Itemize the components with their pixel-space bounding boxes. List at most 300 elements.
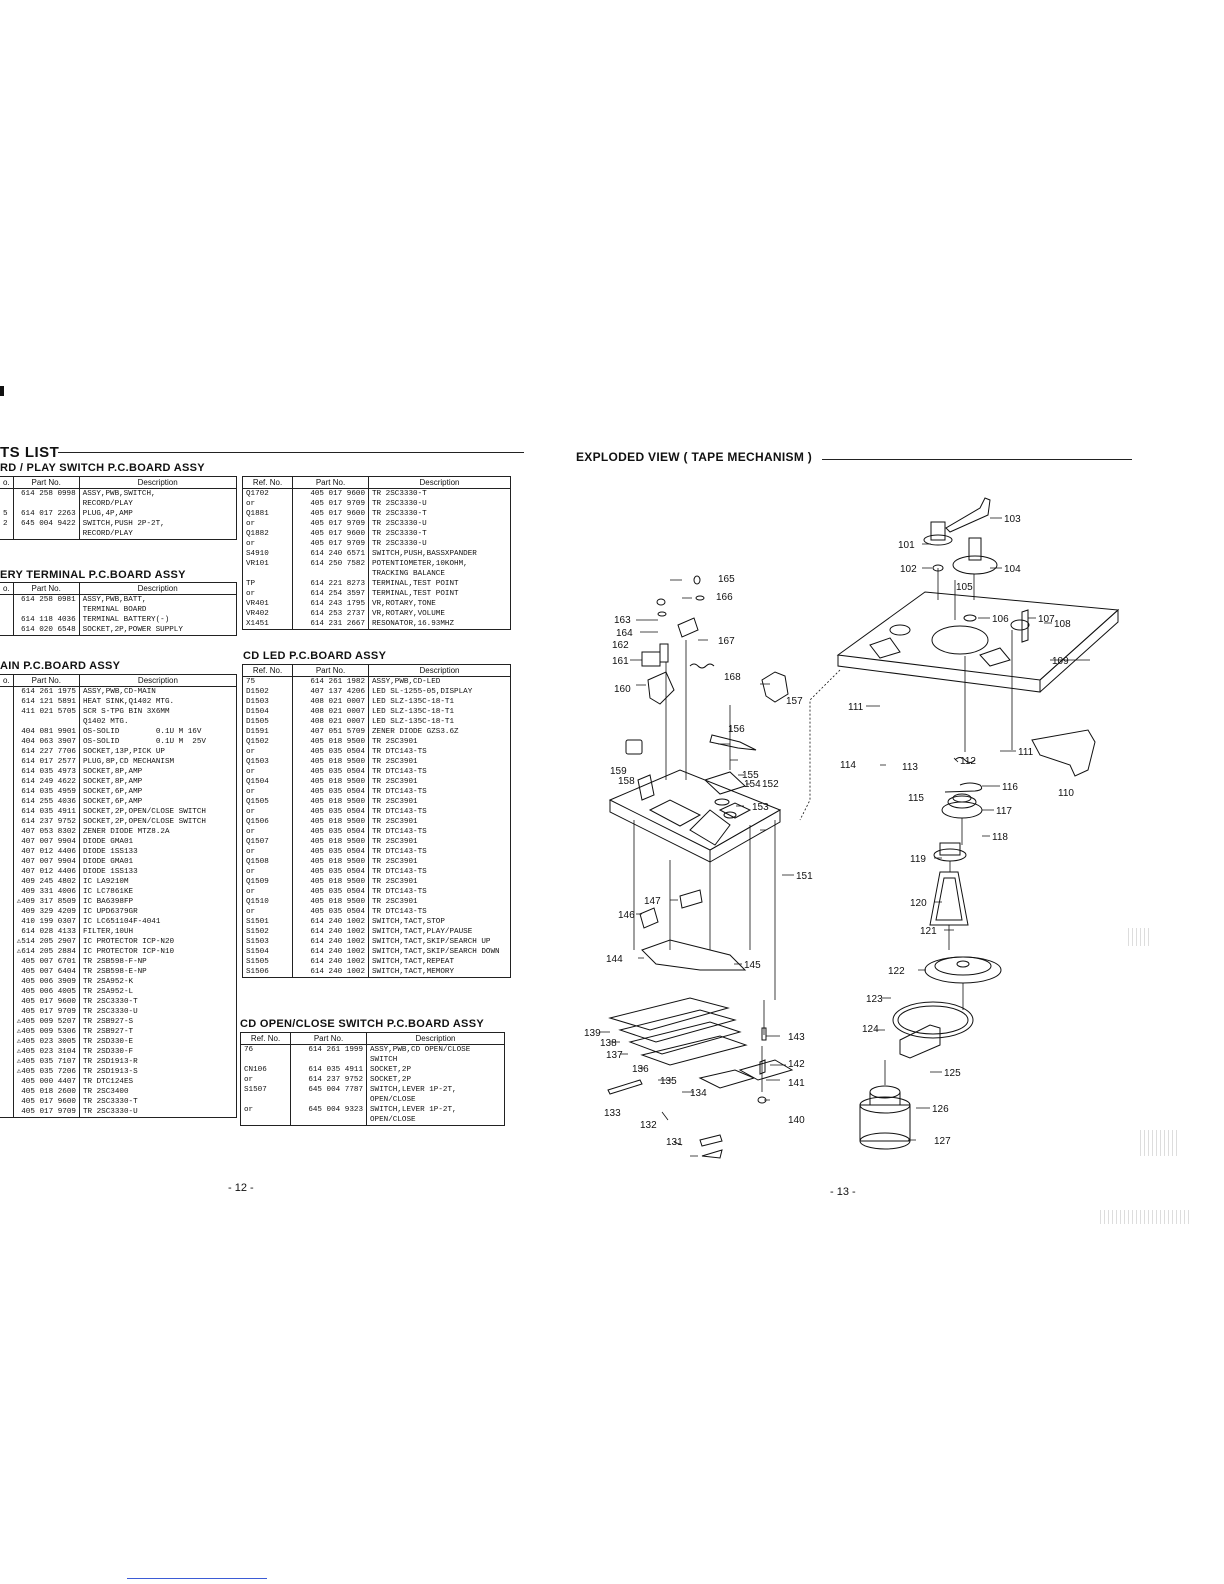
table-row: [0, 937, 236, 947]
chassis-hole: [932, 626, 988, 654]
part-no-cell: 405 035 0504: [293, 847, 369, 857]
belt-123: [893, 1002, 973, 1038]
description-cell: VR,ROTARY,TONE: [369, 599, 511, 609]
part-no-cell: 405 035 0504: [293, 867, 369, 877]
description-cell: ZENER DIODE MTZ8.2A: [79, 827, 236, 837]
description-cell: SCR S-TPG BIN 3X6MM Q1402 MTG.: [79, 707, 236, 727]
table-row: [0, 877, 236, 887]
part-no-cell: 407 053 8302: [13, 827, 79, 837]
column-header: Description: [79, 675, 236, 687]
part-no-cell: 614 240 6571: [293, 549, 369, 559]
table-row: [0, 1037, 236, 1047]
part-no-cell: 614 240 1002: [293, 917, 369, 927]
description-cell: TR 2SC3330-T: [79, 997, 236, 1007]
table-row: [0, 777, 236, 787]
ref-no-cell: Q1503: [243, 757, 293, 767]
part-callout-label: 143: [788, 1032, 805, 1043]
table-row: [0, 767, 236, 777]
part-no-cell: 405 035 0504: [293, 807, 369, 817]
table-row: [241, 1105, 505, 1125]
part-no-cell: 614 017 2263: [13, 509, 79, 519]
ref-no-cell: D1505: [243, 717, 293, 727]
part-no-cell: 407 012 4406: [13, 847, 79, 857]
part-no-cell: 405 018 9500: [293, 897, 369, 907]
description-cell: TR 2SB598-E-NP: [79, 967, 236, 977]
description-cell: PLUG,4P,AMP: [79, 509, 236, 519]
description-cell: SOCKET,13P,PICK UP: [79, 747, 236, 757]
table-row: [0, 595, 236, 616]
part-no-cell: 614 017 2577: [13, 757, 79, 767]
table-row: [243, 787, 511, 797]
table-row: [0, 1067, 236, 1077]
ref-no-cell: S1502: [243, 927, 293, 937]
ref-no-cell: Q1506: [243, 817, 293, 827]
description-cell: TR 2SC3330-T: [369, 509, 511, 519]
table-row: [0, 917, 236, 927]
table-row: [0, 967, 236, 977]
table-row: [0, 987, 236, 997]
column-header: Ref. No.: [241, 1033, 291, 1045]
description-cell: [369, 977, 511, 978]
description-cell: SOCKET,2P: [367, 1075, 505, 1085]
column-header: Part No.: [293, 477, 369, 489]
part-callout-label: 163: [614, 615, 631, 626]
ref-no-cell: [0, 1057, 13, 1067]
description-cell: DIODE GMA01: [79, 857, 236, 867]
table-row: [0, 1097, 236, 1107]
part-no-cell: [293, 977, 369, 978]
part-no-cell: 405 018 9500: [293, 837, 369, 847]
section-title-cd-led: CD LED P.C.BOARD ASSY: [243, 650, 387, 662]
description-cell: IC PROTECTOR ICP-N10: [79, 947, 236, 957]
description-cell: TR DTC143-TS: [369, 847, 511, 857]
part-no-cell: 407 007 9904: [13, 857, 79, 867]
description-cell: TR 2SD330-F: [79, 1047, 236, 1057]
table-row: [0, 1027, 236, 1037]
ref-no-cell: D1504: [243, 707, 293, 717]
description-cell: TR 2SC3901: [369, 877, 511, 887]
part-callout-label: 116: [1002, 782, 1018, 793]
ref-no-cell: 76: [241, 1045, 291, 1066]
ref-no-cell: 2: [0, 519, 13, 540]
part-no-cell: ⚠614 205 2884: [13, 947, 79, 957]
table-row: [0, 847, 236, 857]
part-callout-label: 147: [644, 896, 661, 907]
column-header: Part No.: [13, 477, 79, 489]
part-callout-label: 101: [898, 540, 915, 551]
table-row: [243, 609, 511, 619]
ref-no-cell: or: [241, 1105, 291, 1125]
part-no-cell: ⚠405 035 7206: [13, 1067, 79, 1077]
ref-no-cell: or: [243, 747, 293, 757]
table-row: [243, 907, 511, 917]
title-rule: [822, 459, 1132, 460]
table-row: [0, 697, 236, 707]
section-title-cd-open-close: CD OPEN/CLOSE SWITCH P.C.BOARD ASSY: [240, 1018, 484, 1030]
part-callout-label: 117: [996, 806, 1012, 817]
description-cell: SOCKET,2P,OPEN/CLOSE SWITCH: [79, 817, 236, 827]
page-edge-mark: [0, 386, 4, 396]
ref-no-cell: [0, 837, 13, 847]
column-header: Description: [367, 1033, 505, 1045]
part-callout-label: 138: [600, 1038, 617, 1049]
page-number-left: - 12 -: [228, 1182, 254, 1194]
ref-no-cell: Q1508: [243, 857, 293, 867]
description-cell: LED SLZ-135C-18-T1: [369, 697, 511, 707]
table-row: [0, 1107, 236, 1118]
table-row: [0, 887, 236, 897]
ref-no-cell: S4910: [243, 549, 293, 559]
ref-no-cell: [0, 957, 13, 967]
ref-no-cell: or: [243, 519, 293, 529]
ref-no-cell: [0, 1027, 13, 1037]
description-cell: TR 2SC3330-U: [369, 519, 511, 529]
tape-chassis-plate: [838, 592, 1118, 680]
table-row: [241, 1085, 505, 1105]
part-no-cell: 408 021 0007: [293, 707, 369, 717]
description-cell: TR 2SC3901: [369, 737, 511, 747]
part-no-cell: 614 035 4973: [13, 767, 79, 777]
ref-no-cell: [0, 1007, 13, 1017]
description-cell: OS-SOLID 0.1U M 25V: [79, 737, 236, 747]
table-row: [243, 737, 511, 747]
table-row: [0, 787, 236, 797]
ref-no-cell: Q1509: [243, 877, 293, 887]
part-callout-label: 127: [934, 1136, 951, 1147]
record-play-table: [0, 476, 237, 540]
table-row: [243, 687, 511, 697]
table-row: [0, 997, 236, 1007]
table-row: [243, 917, 511, 927]
table-row: [0, 1007, 236, 1017]
description-cell: TR DTC143-TS: [369, 867, 511, 877]
part-callout-label: 103: [1004, 514, 1021, 525]
part-no-cell: 407 007 9904: [13, 837, 79, 847]
table-row: [243, 807, 511, 817]
ref-no-cell: [0, 917, 13, 927]
part-no-cell: 405 017 9600: [293, 529, 369, 539]
table-row: [0, 857, 236, 867]
table-row: [243, 867, 511, 877]
part-callout-label: 153: [752, 802, 769, 813]
part-no-cell: 409 331 4006: [13, 887, 79, 897]
description-cell: TR 2SB927-T: [79, 1027, 236, 1037]
table-row: [243, 589, 511, 599]
part-no-cell: 405 006 4005: [13, 987, 79, 997]
part-callout-label: 111: [848, 702, 864, 713]
part-no-cell: 405 017 9709: [13, 1107, 79, 1118]
lever-145: [642, 940, 745, 970]
description-cell: TR 2SC3901: [369, 857, 511, 867]
ref-no-cell: VR401: [243, 599, 293, 609]
part-callout-label: 136: [632, 1064, 649, 1075]
table-row: [0, 1087, 236, 1097]
ref-no-cell: [0, 937, 13, 947]
part-no-cell: 405 035 0504: [293, 827, 369, 837]
part-callout-label: 118: [992, 832, 1008, 843]
part-no-cell: 405 018 2600: [13, 1087, 79, 1097]
ref-no-cell: Q1507: [243, 837, 293, 847]
ref-no-cell: [0, 797, 13, 807]
ref-no-cell: S1504: [243, 947, 293, 957]
ref-no-cell: Q1702: [243, 489, 293, 500]
ref-no-cell: or: [243, 767, 293, 777]
part-no-cell: ⚠405 009 5306: [13, 1027, 79, 1037]
table-row: [243, 957, 511, 967]
part-no-cell: 405 017 9600: [13, 997, 79, 1007]
description-cell: TR 2SA952-K: [79, 977, 236, 987]
table-row: [243, 767, 511, 777]
part-no-cell: 614 020 6548: [13, 625, 79, 636]
table-row: [0, 867, 236, 877]
ref-no-cell: [0, 967, 13, 977]
part-callout-label: 152: [762, 779, 779, 790]
part-no-cell: 614 255 4036: [13, 797, 79, 807]
column-header: Part No.: [293, 665, 369, 677]
description-cell: SOCKET,2P,POWER SUPPLY: [79, 625, 236, 636]
part-no-cell: [291, 1125, 367, 1126]
description-cell: HEAT SINK,Q1402 MTG.: [79, 697, 236, 707]
part-callout-label: 110: [1058, 788, 1074, 799]
scan-smudge: [1128, 928, 1152, 946]
description-cell: SOCKET,6P,AMP: [79, 797, 236, 807]
part-callout-label: 126: [932, 1104, 949, 1115]
part-no-cell: 614 240 1002: [293, 947, 369, 957]
column-header: Description: [79, 477, 236, 489]
part-callout-label: 137: [606, 1050, 623, 1061]
description-cell: FILTER,10UH: [79, 927, 236, 937]
part-callout-label: 113: [902, 762, 918, 773]
part-no-cell: 614 258 0998: [13, 489, 79, 510]
description-cell: SOCKET,2P: [367, 1065, 505, 1075]
part-callout-label: 166: [716, 592, 733, 603]
table-row: [0, 707, 236, 727]
part-no-cell: 405 018 9500: [293, 877, 369, 887]
description-cell: TR 2SC3330-U: [369, 499, 511, 509]
ref-no-cell: [0, 1087, 13, 1097]
ref-no-cell: [0, 767, 13, 777]
part-no-cell: 614 240 1002: [293, 937, 369, 947]
description-cell: SWITCH,LEVER 1P-2T, OPEN/CLOSE: [367, 1085, 505, 1105]
table-row: [243, 619, 511, 630]
battery-terminal-table: [0, 582, 237, 636]
description-cell: TERMINAL BATTERY(-): [79, 615, 236, 625]
table-row: [243, 717, 511, 727]
ref-no-cell: Q1881: [243, 509, 293, 519]
part-no-cell: 405 018 9500: [293, 817, 369, 827]
ref-no-cell: [0, 927, 13, 937]
ref-no-cell: VR101: [243, 559, 293, 579]
description-cell: DIODE GMA01: [79, 837, 236, 847]
part-no-cell: 614 028 4133: [13, 927, 79, 937]
column-header: Description: [369, 665, 511, 677]
table-row: [0, 625, 236, 636]
part-callout-label: 131: [666, 1137, 683, 1148]
scan-smudge: [1100, 1210, 1190, 1224]
part-callout-label: 111: [1018, 747, 1034, 758]
ref-no-cell: [0, 987, 13, 997]
part-no-cell: 404 063 3907: [13, 737, 79, 747]
part-callout-label: 112: [960, 756, 976, 767]
ref-no-cell: [0, 1077, 13, 1087]
description-cell: TR 2SD1913-S: [79, 1067, 236, 1077]
part-callout-label: 158: [618, 776, 635, 787]
description-cell: TR 2SC3901: [369, 797, 511, 807]
ref-no-cell: Q1502: [243, 737, 293, 747]
table-row: [0, 509, 236, 519]
part-callout-label: 142: [788, 1059, 805, 1070]
description-cell: TR 2SB598-F-NP: [79, 957, 236, 967]
description-cell: ASSY,PWB,SWITCH, RECORD/PLAY: [79, 489, 236, 510]
exploded-view-diagram: [570, 480, 1140, 1170]
description-cell: TR DTC143-TS: [369, 767, 511, 777]
description-cell: TR DTC143-TS: [369, 807, 511, 817]
description-cell: TR DTC124ES: [79, 1077, 236, 1087]
part-no-cell: ⚠514 205 2907: [13, 937, 79, 947]
ref-no-cell: [0, 707, 13, 727]
ref-no-cell: [0, 727, 13, 737]
description-cell: TR 2SC3901: [369, 777, 511, 787]
description-cell: RESONATOR,16.93MHZ: [369, 619, 511, 630]
lever-135: [700, 1070, 754, 1088]
description-cell: ASSY,PWB,CD-LED: [369, 677, 511, 688]
description-cell: TR DTC143-TS: [369, 887, 511, 897]
column-header: Part No.: [13, 675, 79, 687]
parts-list-header: TS LIST: [0, 444, 60, 461]
ref-no-cell: TP: [243, 579, 293, 589]
part-callout-label: 102: [900, 564, 917, 575]
exploded-view-title: EXPLODED VIEW ( TAPE MECHANISM ): [576, 450, 813, 464]
ref-no-cell: [0, 595, 13, 616]
table-row: [243, 947, 511, 957]
part-no-cell: 614 250 7582: [293, 559, 369, 579]
description-cell: SOCKET,6P,AMP: [79, 787, 236, 797]
table-row: [0, 947, 236, 957]
description-cell: IC PROTECTOR ICP-N20: [79, 937, 236, 947]
ref-no-cell: or: [243, 847, 293, 857]
ref-no-cell: [0, 947, 13, 957]
description-cell: ASSY,PWB,CD-MAIN: [79, 687, 236, 698]
ref-no-cell: or: [243, 887, 293, 897]
part-no-cell: 614 035 4911: [13, 807, 79, 817]
description-cell: TR DTC143-TS: [369, 787, 511, 797]
column-header: Description: [369, 477, 511, 489]
part-no-cell: 405 018 9500: [293, 737, 369, 747]
ref-no-cell: [241, 1125, 291, 1126]
description-cell: TR 2SC3330-T: [369, 489, 511, 500]
part-callout-label: 124: [862, 1024, 879, 1035]
ref-no-cell: S1501: [243, 917, 293, 927]
description-cell: TR 2SC3400: [79, 1087, 236, 1097]
ref-no-cell: [0, 737, 13, 747]
part-no-cell: ⚠405 023 3104: [13, 1047, 79, 1057]
ref-no-cell: [0, 787, 13, 797]
table-row: [243, 847, 511, 857]
part-no-cell: 614 231 2667: [293, 619, 369, 630]
cd-open-close-table: [240, 1032, 505, 1126]
part-no-cell: 645 004 9422: [13, 519, 79, 540]
scan-smudge: [1140, 1130, 1180, 1156]
ref-no-cell: D1503: [243, 697, 293, 707]
table-row: [0, 615, 236, 625]
ref-no-cell: [0, 877, 13, 887]
lever-110: [1032, 730, 1095, 776]
description-cell: SWITCH,LEVER 1P-2T, OPEN/CLOSE: [367, 1105, 505, 1125]
column-header: o.: [0, 675, 13, 687]
table-row: [243, 927, 511, 937]
part-no-cell: 405 006 3909: [13, 977, 79, 987]
part-callout-label: 122: [888, 966, 905, 977]
table-row: [0, 737, 236, 747]
table-row: [243, 539, 511, 549]
description-cell: TERMINAL,TEST POINT: [369, 589, 511, 599]
description-cell: TR 2SB927-S: [79, 1017, 236, 1027]
part-callout-label: 156: [728, 724, 745, 735]
part-no-cell: 614 118 4036: [13, 615, 79, 625]
ref-no-cell: [0, 897, 13, 907]
part-callout-label: 161: [612, 656, 629, 667]
ref-no-cell: [0, 1037, 13, 1047]
description-cell: SOCKET,2P,OPEN/CLOSE SWITCH: [79, 807, 236, 817]
part-no-cell: 645 004 9323: [291, 1105, 367, 1125]
table-row: [0, 1017, 236, 1027]
part-callout-label: 145: [744, 960, 761, 971]
description-cell: LED SLZ-135C-18-T1: [369, 717, 511, 727]
table-row: [243, 777, 511, 787]
part-callout-label: 134: [690, 1088, 707, 1099]
description-cell: ASSY,PWB,BATT, TERMINAL BOARD: [79, 595, 236, 616]
ref-no-cell: [0, 489, 13, 510]
table-row: [243, 529, 511, 539]
description-cell: IC UPD6379GR: [79, 907, 236, 917]
page-number-right: - 13 -: [830, 1186, 856, 1198]
ref-no-cell: D1502: [243, 687, 293, 697]
table-row: [243, 817, 511, 827]
table-row: [241, 1065, 505, 1075]
part-no-cell: 409 329 4209: [13, 907, 79, 917]
description-cell: TR DTC143-TS: [369, 827, 511, 837]
table-row: [241, 1045, 505, 1066]
part-no-cell: 405 000 4407: [13, 1077, 79, 1087]
part-no-cell: 614 254 3597: [293, 589, 369, 599]
table-row: [243, 857, 511, 867]
description-cell: LED SL-1255-05,DISPLAY: [369, 687, 511, 697]
part-callout-label: 144: [606, 954, 623, 965]
column-header: o.: [0, 477, 13, 489]
table-row: [243, 757, 511, 767]
ref-no-cell: [0, 907, 13, 917]
part-no-cell: 614 258 0981: [13, 595, 79, 616]
ref-no-cell: Q1505: [243, 797, 293, 807]
column-header: Part No.: [291, 1033, 367, 1045]
ref-no-cell: 75: [243, 677, 293, 688]
table-row: [243, 499, 511, 509]
table-row: [243, 519, 511, 529]
table-row: [243, 837, 511, 847]
ref-no-cell: S1507: [241, 1085, 291, 1105]
description-cell: TR 2SA952-L: [79, 987, 236, 997]
ref-no-cell: S1506: [243, 967, 293, 977]
part-callout-label: 120: [910, 898, 927, 909]
description-cell: SWITCH,TACT,REPEAT: [369, 957, 511, 967]
table-row: [243, 489, 511, 500]
part-no-cell: 405 018 9500: [293, 777, 369, 787]
part-callout-label: 160: [614, 684, 631, 695]
part-no-cell: 407 137 4206: [293, 687, 369, 697]
description-cell: ASSY,PWB,CD OPEN/CLOSE SWITCH: [367, 1045, 505, 1066]
header-rule: [58, 452, 524, 453]
description-cell: IC BA6398FP: [79, 897, 236, 907]
